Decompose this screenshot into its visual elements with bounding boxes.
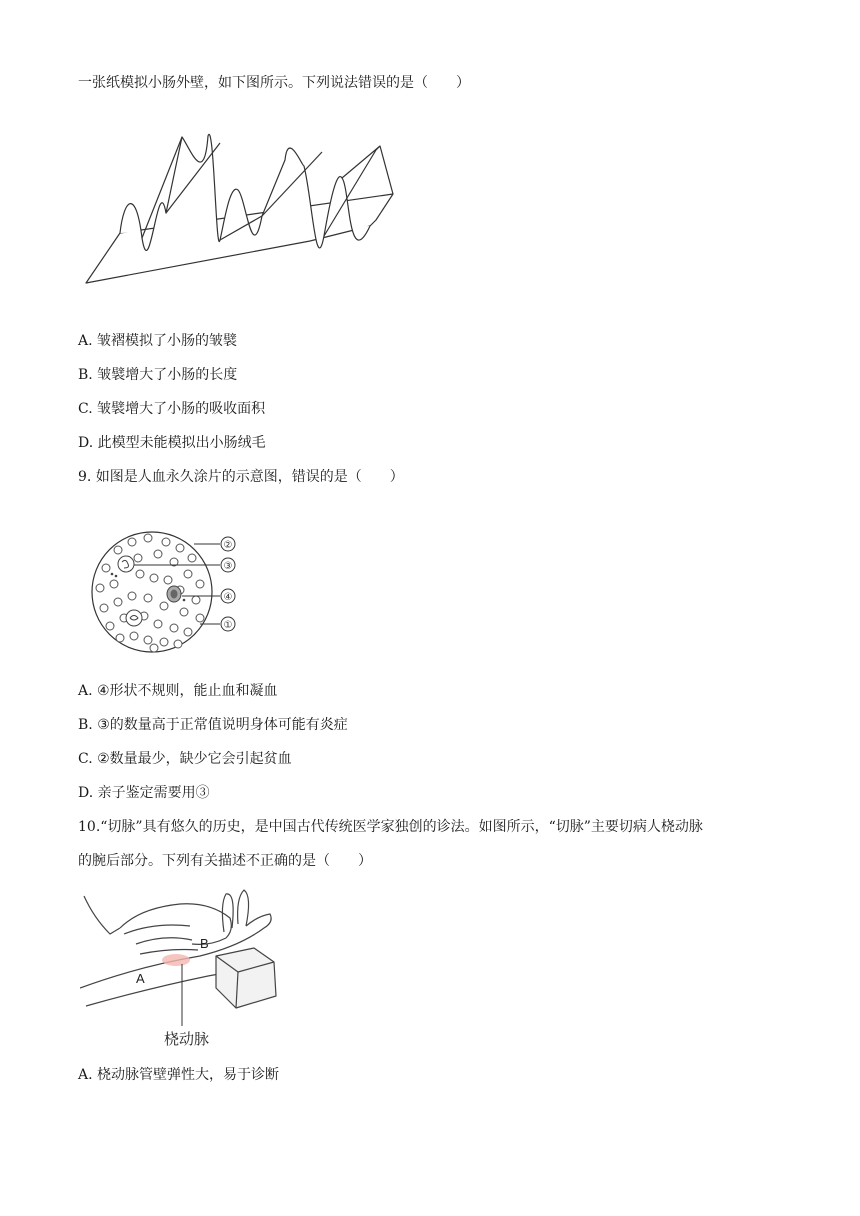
q9-option-b: B. ③的数量高于正常值说明身体可能有炎症 [78,717,348,733]
q9-option-c: C. ②数量最少，缺少它会引起贫血 [78,751,292,767]
label-radial-artery: 桡动脉 [164,1031,210,1048]
q8-option-b: B. 皱襞增大了小肠的长度 [78,367,238,383]
pulse-diagnosis-figure [80,888,280,1053]
blood-smear-figure [88,528,248,658]
q9-stem: 9. 如图是人血永久涂片的示意图，错误的是（ ） [78,469,404,485]
q8-option-a: A. 皱褶模拟了小肠的皱襞 [78,333,238,349]
label-1: ① [223,620,233,631]
q10-option-a: A. 桡动脉管壁弹性大，易于诊断 [78,1067,280,1083]
q10-stem-line1: 10.“切脉”具有悠久的历史，是中国古代传统医学家独创的诊法。如图所示，“切脉”主要切病人桡动脉 [78,819,703,835]
label-a: A [136,971,145,986]
q8-option-c: C. 皱襞增大了小肠的吸收面积 [78,401,266,417]
q9-option-d: D. 亲子鉴定需要用③ [78,785,210,801]
q8-stem: 一张纸模拟小肠外壁，如下图所示。下列说法错误的是（ ） [78,75,470,91]
q8-option-d: D. 此模型未能模拟出小肠绒毛 [78,435,266,451]
q9-option-a: A. ④形状不规则，能止血和凝血 [78,683,278,699]
q10-stem-line2: 的腕后部分。下列有关描述不正确的是（ ） [78,853,372,869]
label-2: ② [223,540,233,551]
label-3: ③ [223,561,233,572]
label-4: ④ [223,592,233,603]
intestine-paper-model-figure [80,128,400,288]
label-b: B [200,936,209,951]
